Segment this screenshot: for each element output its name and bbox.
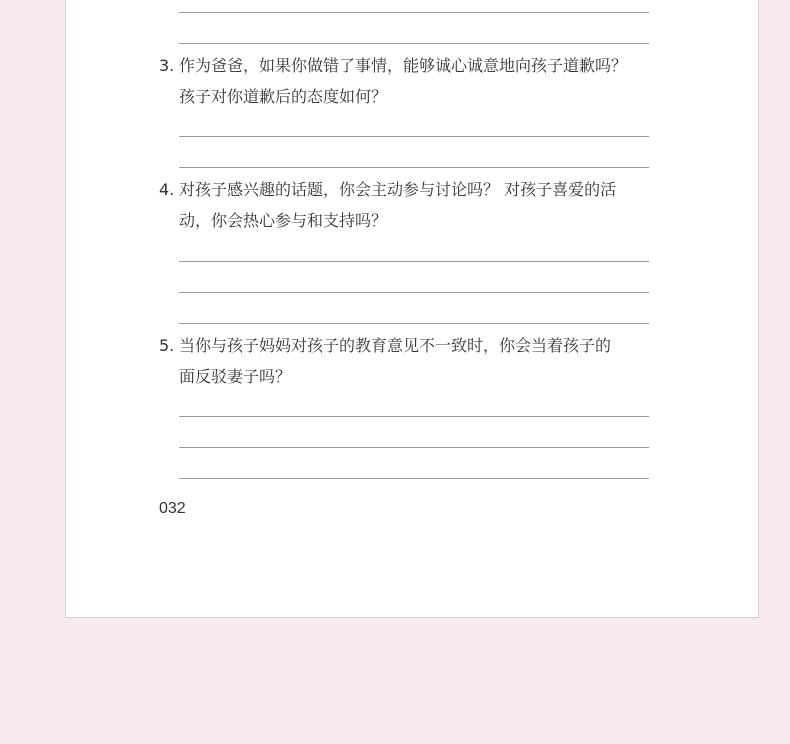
answer-line[interactable] bbox=[179, 167, 649, 168]
question-5 bbox=[159, 330, 659, 392]
answer-line[interactable] bbox=[179, 416, 649, 417]
answer-line[interactable] bbox=[179, 261, 649, 262]
question-text-line-2: 面反驳妻子吗？ bbox=[179, 367, 292, 386]
answer-line[interactable] bbox=[179, 43, 649, 44]
answer-line[interactable] bbox=[179, 292, 649, 293]
page-number: 032 bbox=[159, 500, 186, 517]
question-text-line-2: 孩子对你道歉后的态度如何？ bbox=[179, 87, 388, 106]
answer-line[interactable] bbox=[179, 136, 649, 137]
question-number: 3. bbox=[159, 56, 175, 75]
question-text-line-1: 对孩子感兴趣的话题，你会主动参与讨论吗？ 对孩子喜爱的活 bbox=[179, 180, 617, 199]
question-3 bbox=[159, 50, 659, 112]
question-text-line-1: 作为爸爸，如果你做错了事情，能够诚心诚意地向孩子道歉吗？ bbox=[179, 56, 628, 75]
question-number: 4. bbox=[159, 180, 175, 199]
answer-line[interactable] bbox=[179, 12, 649, 13]
answer-line[interactable] bbox=[179, 447, 649, 448]
answer-line[interactable] bbox=[179, 323, 649, 324]
question-text-line-1: 当你与孩子妈妈对孩子的教育意见不一致时，你会当着孩子的 bbox=[179, 336, 612, 355]
question-4 bbox=[159, 174, 659, 236]
answer-line[interactable] bbox=[179, 478, 649, 479]
workbook-page bbox=[65, 0, 759, 618]
question-text-line-2: 动，你会热心参与和支持吗？ bbox=[179, 211, 388, 230]
question-number: 5. bbox=[159, 336, 175, 355]
